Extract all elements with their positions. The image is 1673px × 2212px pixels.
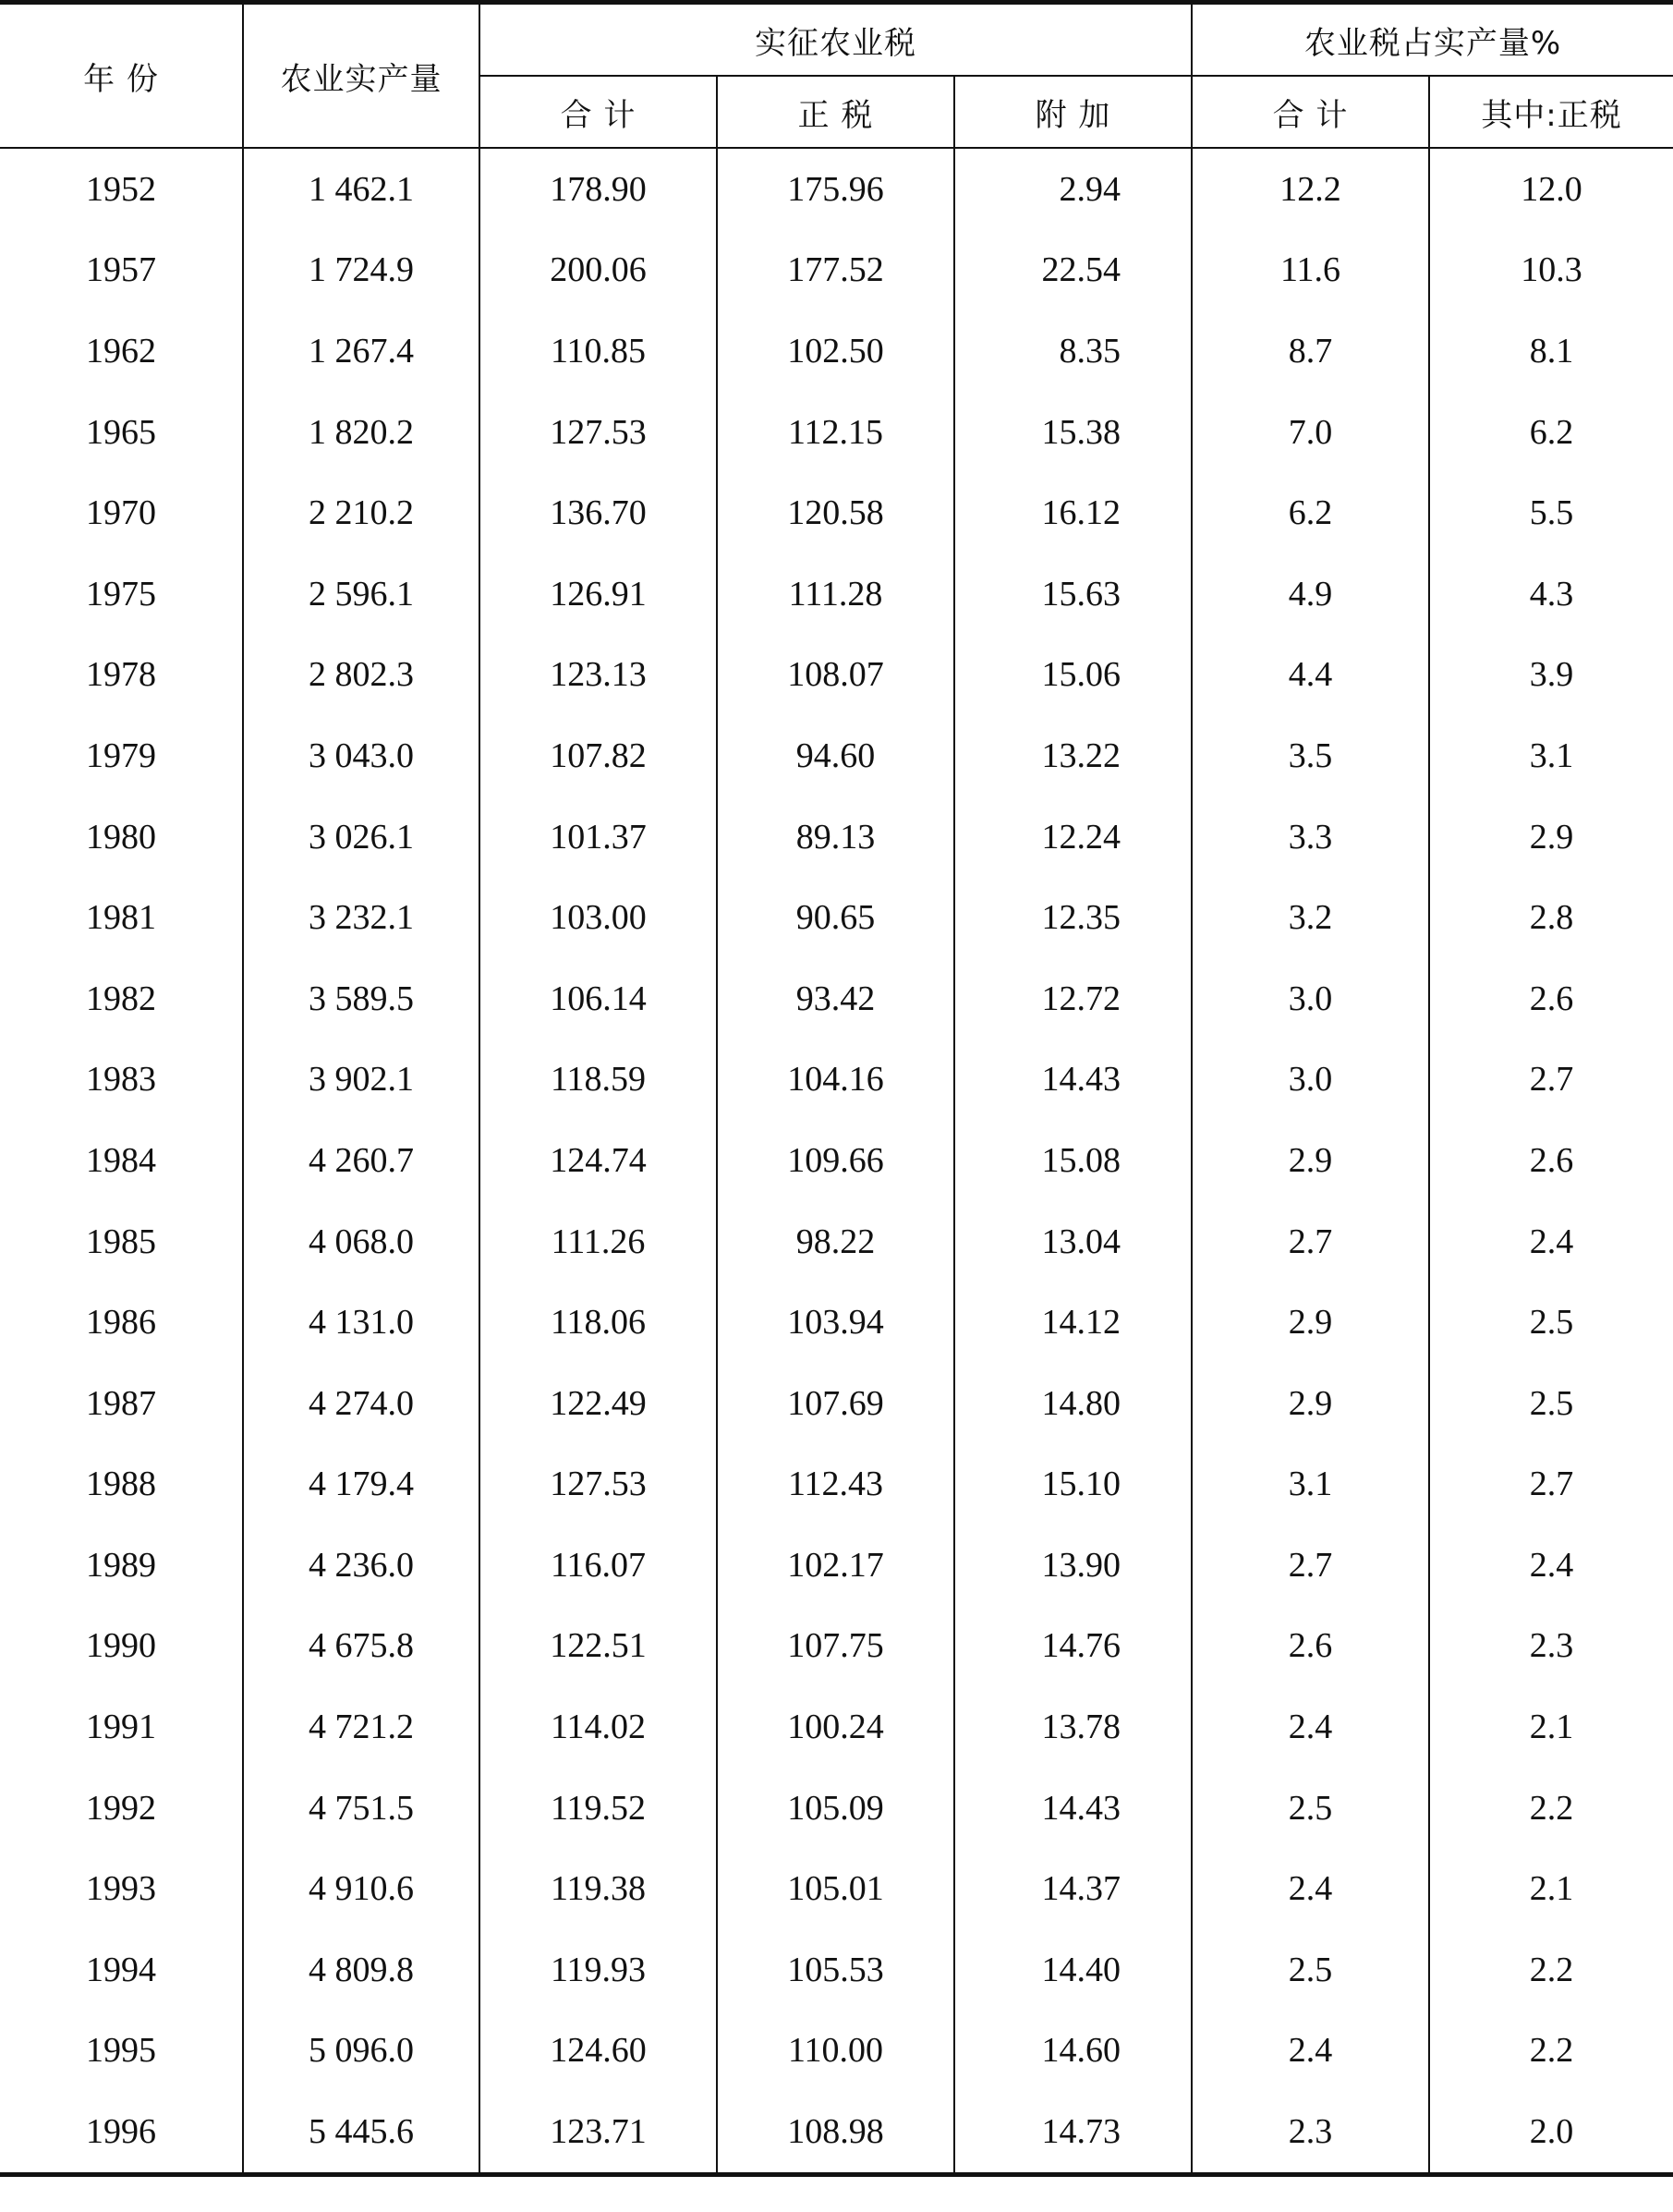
cell-share-main: 2.2 — [1429, 1929, 1673, 2011]
table-row — [0, 230, 1673, 311]
cell-output: 4 236.0 — [243, 1525, 479, 1606]
cell-tax-total: 124.60 — [479, 2011, 717, 2092]
cell-output: 1 724.9 — [243, 230, 479, 311]
table-row — [0, 1282, 1673, 1363]
cell-tax-surcharge: 2.94 — [954, 148, 1192, 230]
table-row — [0, 877, 1673, 958]
header-tax-surcharge: 附 加 — [954, 76, 1192, 148]
cell-share-main: 3.9 — [1429, 635, 1673, 716]
table-row — [0, 392, 1673, 473]
header-tax-group: 实征农业税 — [479, 3, 1192, 77]
cell-share-main: 2.6 — [1429, 958, 1673, 1039]
cell-tax-total: 122.51 — [479, 1606, 717, 1687]
table-row — [0, 1120, 1673, 1201]
cell-tax-surcharge: 8.35 — [954, 310, 1192, 392]
cell-tax-surcharge: 14.12 — [954, 1282, 1192, 1363]
cell-share-total: 2.5 — [1192, 1768, 1429, 1849]
cell-tax-main: 102.17 — [717, 1525, 954, 1606]
cell-tax-surcharge: 14.43 — [954, 1768, 1192, 1849]
cell-tax-surcharge: 15.06 — [954, 635, 1192, 716]
cell-tax-main: 105.01 — [717, 1848, 954, 1929]
cell-share-main: 2.1 — [1429, 1848, 1673, 1929]
cell-tax-surcharge: 12.24 — [954, 796, 1192, 878]
table-row — [0, 1039, 1673, 1121]
cell-share-main: 2.1 — [1429, 1686, 1673, 1768]
cell-tax-main: 100.24 — [717, 1686, 954, 1768]
table-header — [0, 3, 1673, 149]
cell-share-main: 2.3 — [1429, 1606, 1673, 1687]
cell-tax-surcharge: 14.80 — [954, 1363, 1192, 1444]
cell-share-main: 2.2 — [1429, 1768, 1673, 1849]
cell-tax-main: 94.60 — [717, 715, 954, 796]
table-row — [0, 310, 1673, 392]
cell-tax-main: 109.66 — [717, 1120, 954, 1201]
cell-output: 1 462.1 — [243, 148, 479, 230]
header-share-group: 农业税占实产量% — [1192, 3, 1673, 77]
cell-tax-surcharge: 13.04 — [954, 1201, 1192, 1282]
cell-output: 1 820.2 — [243, 392, 479, 473]
cell-tax-main: 111.28 — [717, 553, 954, 635]
cell-output: 2 596.1 — [243, 553, 479, 635]
cell-tax-surcharge: 15.38 — [954, 392, 1192, 473]
cell-tax-total: 118.59 — [479, 1039, 717, 1121]
header-tax-total: 合 计 — [479, 76, 717, 148]
cell-tax-main: 120.58 — [717, 472, 954, 553]
cell-tax-main: 110.00 — [717, 2011, 954, 2092]
cell-tax-surcharge: 12.35 — [954, 877, 1192, 958]
cell-share-total: 2.9 — [1192, 1120, 1429, 1201]
cell-tax-surcharge: 14.73 — [954, 2091, 1192, 2174]
cell-year: 1990 — [0, 1606, 243, 1687]
table-row — [0, 1768, 1673, 1849]
cell-tax-main: 98.22 — [717, 1201, 954, 1282]
cell-year: 1978 — [0, 635, 243, 716]
cell-share-total: 2.9 — [1192, 1282, 1429, 1363]
cell-tax-main: 108.07 — [717, 635, 954, 716]
table-row — [0, 2091, 1673, 2174]
cell-year: 1965 — [0, 392, 243, 473]
cell-output: 1 267.4 — [243, 310, 479, 392]
cell-share-main: 2.7 — [1429, 1444, 1673, 1525]
cell-tax-surcharge: 14.37 — [954, 1848, 1192, 1929]
cell-output: 4 274.0 — [243, 1363, 479, 1444]
cell-output: 4 809.8 — [243, 1929, 479, 2011]
cell-year: 1989 — [0, 1525, 243, 1606]
cell-tax-main: 177.52 — [717, 230, 954, 311]
cell-share-main: 2.0 — [1429, 2091, 1673, 2174]
cell-year: 1994 — [0, 1929, 243, 2011]
cell-share-total: 3.1 — [1192, 1444, 1429, 1525]
cell-tax-surcharge: 14.40 — [954, 1929, 1192, 2011]
cell-share-total: 12.2 — [1192, 148, 1429, 230]
cell-tax-main: 112.15 — [717, 392, 954, 473]
cell-share-total: 7.0 — [1192, 392, 1429, 473]
cell-tax-surcharge: 13.78 — [954, 1686, 1192, 1768]
cell-share-main: 3.1 — [1429, 715, 1673, 796]
header-share-total: 合 计 — [1192, 76, 1429, 148]
table-row — [0, 715, 1673, 796]
cell-tax-main: 93.42 — [717, 958, 954, 1039]
cell-output: 2 802.3 — [243, 635, 479, 716]
cell-tax-total: 127.53 — [479, 1444, 717, 1525]
cell-output: 3 026.1 — [243, 796, 479, 878]
cell-share-total: 3.0 — [1192, 1039, 1429, 1121]
cell-year: 1988 — [0, 1444, 243, 1525]
table-row — [0, 796, 1673, 878]
cell-tax-total: 107.82 — [479, 715, 717, 796]
cell-year: 1983 — [0, 1039, 243, 1121]
header-year: 年 份 — [0, 3, 243, 149]
cell-share-main: 2.2 — [1429, 2011, 1673, 2092]
cell-share-total: 2.4 — [1192, 1686, 1429, 1768]
cell-year: 1970 — [0, 472, 243, 553]
cell-tax-surcharge: 13.90 — [954, 1525, 1192, 1606]
cell-tax-total: 123.71 — [479, 2091, 717, 2174]
cell-share-main: 2.5 — [1429, 1363, 1673, 1444]
cell-year: 1952 — [0, 148, 243, 230]
cell-share-main: 12.0 — [1429, 148, 1673, 230]
cell-share-main: 5.5 — [1429, 472, 1673, 553]
cell-year: 1987 — [0, 1363, 243, 1444]
cell-tax-total: 178.90 — [479, 148, 717, 230]
cell-tax-surcharge: 22.54 — [954, 230, 1192, 311]
table-row — [0, 148, 1673, 230]
cell-share-main: 2.4 — [1429, 1525, 1673, 1606]
cell-tax-total: 103.00 — [479, 877, 717, 958]
cell-year: 1986 — [0, 1282, 243, 1363]
cell-output: 3 232.1 — [243, 877, 479, 958]
cell-tax-total: 118.06 — [479, 1282, 717, 1363]
table-row — [0, 472, 1673, 553]
cell-output: 4 179.4 — [243, 1444, 479, 1525]
cell-tax-total: 106.14 — [479, 958, 717, 1039]
cell-share-total: 3.3 — [1192, 796, 1429, 878]
table-body — [0, 148, 1673, 2174]
table-row — [0, 2011, 1673, 2092]
cell-year: 1985 — [0, 1201, 243, 1282]
cell-tax-main: 112.43 — [717, 1444, 954, 1525]
table-row — [0, 1848, 1673, 1929]
table-row — [0, 1929, 1673, 2011]
cell-tax-main: 107.75 — [717, 1606, 954, 1687]
cell-tax-total: 110.85 — [479, 310, 717, 392]
table-row — [0, 1686, 1673, 1768]
cell-year: 1995 — [0, 2011, 243, 2092]
cell-tax-surcharge: 16.12 — [954, 472, 1192, 553]
header-output: 农业实产量 — [243, 3, 479, 149]
cell-tax-total: 122.49 — [479, 1363, 717, 1444]
cell-output: 5 096.0 — [243, 2011, 479, 2092]
cell-tax-surcharge: 15.08 — [954, 1120, 1192, 1201]
cell-share-total: 2.4 — [1192, 1848, 1429, 1929]
cell-share-total: 6.2 — [1192, 472, 1429, 553]
cell-share-main: 2.5 — [1429, 1282, 1673, 1363]
cell-share-main: 2.6 — [1429, 1120, 1673, 1201]
cell-tax-surcharge: 14.76 — [954, 1606, 1192, 1687]
cell-share-total: 8.7 — [1192, 310, 1429, 392]
cell-share-total: 3.0 — [1192, 958, 1429, 1039]
cell-share-total: 3.5 — [1192, 715, 1429, 796]
cell-tax-total: 136.70 — [479, 472, 717, 553]
cell-tax-total: 119.52 — [479, 1768, 717, 1849]
cell-year: 1981 — [0, 877, 243, 958]
cell-share-total: 3.2 — [1192, 877, 1429, 958]
cell-share-total: 2.4 — [1192, 2011, 1429, 2092]
cell-year: 1962 — [0, 310, 243, 392]
cell-share-total: 2.6 — [1192, 1606, 1429, 1687]
cell-year: 1980 — [0, 796, 243, 878]
cell-tax-main: 105.09 — [717, 1768, 954, 1849]
cell-output: 2 210.2 — [243, 472, 479, 553]
cell-output: 5 445.6 — [243, 2091, 479, 2174]
cell-tax-main: 104.16 — [717, 1039, 954, 1121]
cell-output: 4 068.0 — [243, 1201, 479, 1282]
cell-tax-surcharge: 15.10 — [954, 1444, 1192, 1525]
cell-year: 1975 — [0, 553, 243, 635]
table-row — [0, 1201, 1673, 1282]
cell-year: 1993 — [0, 1848, 243, 1929]
table-row — [0, 958, 1673, 1039]
cell-year: 1957 — [0, 230, 243, 311]
cell-tax-total: 101.37 — [479, 796, 717, 878]
cell-share-main: 4.3 — [1429, 553, 1673, 635]
cell-share-total: 4.4 — [1192, 635, 1429, 716]
cell-tax-total: 124.74 — [479, 1120, 717, 1201]
cell-share-total: 2.7 — [1192, 1525, 1429, 1606]
cell-output: 3 043.0 — [243, 715, 479, 796]
cell-share-main: 2.4 — [1429, 1201, 1673, 1282]
cell-tax-main: 90.65 — [717, 877, 954, 958]
cell-output: 4 751.5 — [243, 1768, 479, 1849]
cell-tax-total: 127.53 — [479, 392, 717, 473]
cell-output: 4 675.8 — [243, 1606, 479, 1687]
cell-output: 4 910.6 — [243, 1848, 479, 1929]
cell-year: 1992 — [0, 1768, 243, 1849]
table-row — [0, 1363, 1673, 1444]
cell-tax-total: 200.06 — [479, 230, 717, 311]
cell-tax-total: 123.13 — [479, 635, 717, 716]
cell-tax-total: 119.38 — [479, 1848, 717, 1929]
cell-share-total: 2.5 — [1192, 1929, 1429, 2011]
cell-tax-main: 102.50 — [717, 310, 954, 392]
cell-year: 1991 — [0, 1686, 243, 1768]
table-row — [0, 553, 1673, 635]
cell-share-main: 2.7 — [1429, 1039, 1673, 1121]
cell-tax-surcharge: 15.63 — [954, 553, 1192, 635]
cell-share-main: 8.1 — [1429, 310, 1673, 392]
table-row — [0, 635, 1673, 716]
cell-year: 1996 — [0, 2091, 243, 2174]
cell-output: 4 260.7 — [243, 1120, 479, 1201]
table-row — [0, 1525, 1673, 1606]
cell-output: 4 721.2 — [243, 1686, 479, 1768]
cell-output: 3 589.5 — [243, 958, 479, 1039]
cell-share-main: 2.8 — [1429, 877, 1673, 958]
cell-tax-main: 175.96 — [717, 148, 954, 230]
table-row — [0, 1444, 1673, 1525]
cell-tax-total: 114.02 — [479, 1686, 717, 1768]
cell-tax-total: 111.26 — [479, 1201, 717, 1282]
cell-output: 4 131.0 — [243, 1282, 479, 1363]
cell-output: 3 902.1 — [243, 1039, 479, 1121]
cell-share-main: 6.2 — [1429, 392, 1673, 473]
header-tax-main: 正 税 — [717, 76, 954, 148]
cell-tax-total: 126.91 — [479, 553, 717, 635]
cell-tax-surcharge: 14.60 — [954, 2011, 1192, 2092]
cell-tax-main: 89.13 — [717, 796, 954, 878]
cell-share-total: 2.3 — [1192, 2091, 1429, 2174]
cell-share-total: 2.9 — [1192, 1363, 1429, 1444]
cell-share-main: 10.3 — [1429, 230, 1673, 311]
cell-tax-surcharge: 12.72 — [954, 958, 1192, 1039]
cell-share-total: 11.6 — [1192, 230, 1429, 311]
cell-share-total: 4.9 — [1192, 553, 1429, 635]
cell-tax-surcharge: 13.22 — [954, 715, 1192, 796]
header-share-main: 其中:正税 — [1429, 76, 1673, 148]
cell-share-total: 2.7 — [1192, 1201, 1429, 1282]
cell-year: 1984 — [0, 1120, 243, 1201]
cell-tax-total: 116.07 — [479, 1525, 717, 1606]
cell-share-main: 2.9 — [1429, 796, 1673, 878]
cell-tax-surcharge: 14.43 — [954, 1039, 1192, 1121]
cell-year: 1982 — [0, 958, 243, 1039]
cell-tax-total: 119.93 — [479, 1929, 717, 2011]
cell-tax-main: 105.53 — [717, 1929, 954, 2011]
cell-year: 1979 — [0, 715, 243, 796]
cell-tax-main: 103.94 — [717, 1282, 954, 1363]
table-row — [0, 1606, 1673, 1687]
cell-tax-main: 108.98 — [717, 2091, 954, 2174]
cell-tax-main: 107.69 — [717, 1363, 954, 1444]
